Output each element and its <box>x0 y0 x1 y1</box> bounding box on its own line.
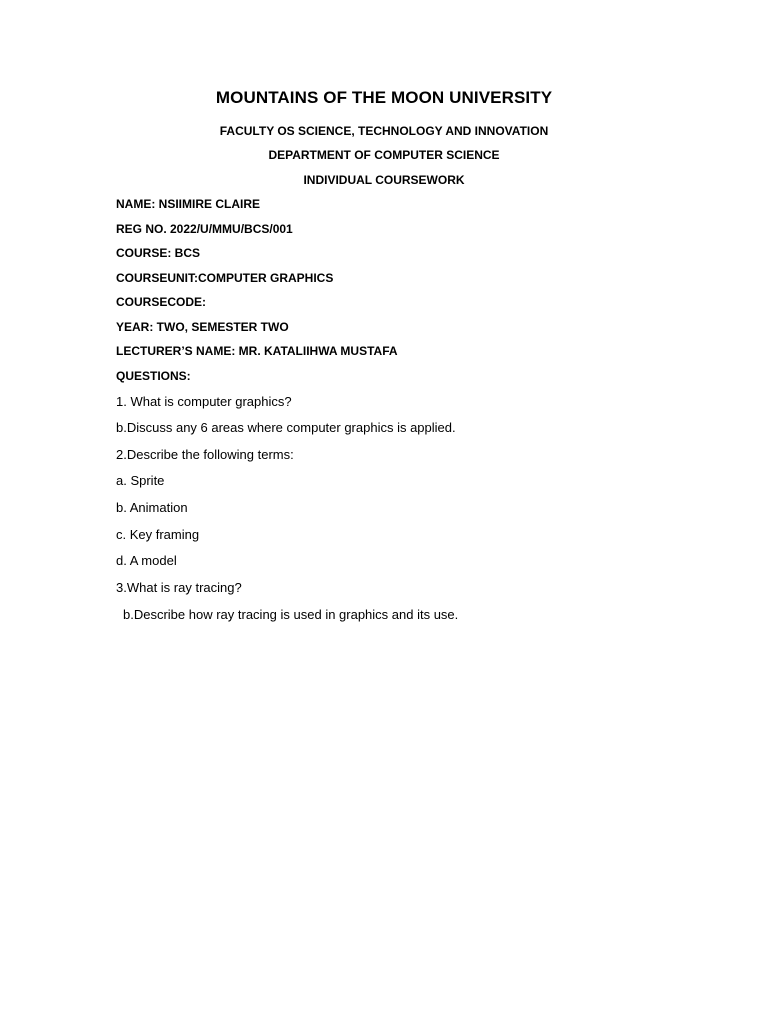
question-1: 1. What is computer graphics? <box>116 394 292 409</box>
coursework-heading: INDIVIDUAL COURSEWORK <box>303 173 465 187</box>
question-1b: b.Discuss any 6 areas where computer graphics is applied. <box>116 420 456 435</box>
reg-no-field: REG NO. 2022/U/MMU/BCS/001 <box>116 222 293 236</box>
question-2c: c. Key framing <box>116 527 200 542</box>
student-name-field: NAME: NSIIMIRE CLAIRE <box>116 197 260 211</box>
question-2: 2.Describe the following terms: <box>116 447 294 462</box>
course-field: COURSE: BCS <box>116 246 201 260</box>
faculty-heading: FACULTY OS SCIENCE, TECHNOLOGY AND INNOVATION <box>219 124 549 138</box>
question-2a: a. Sprite <box>116 473 165 488</box>
university-title: MOUNTAINS OF THE MOON UNIVERSITY <box>215 88 553 107</box>
department-heading: DEPARTMENT OF COMPUTER SCIENCE <box>268 148 500 162</box>
question-3: 3.What is ray tracing? <box>116 580 242 595</box>
question-3b: b.Describe how ray tracing is used in graphics and its use. <box>123 607 459 622</box>
course-unit-field: COURSEUNIT:COMPUTER GRAPHICS <box>116 271 334 285</box>
question-2d: d. A model <box>116 553 177 568</box>
lecturer-name-field: LECTURER’S NAME: MR. KATALIIHWA MUSTAFA <box>116 344 398 358</box>
questions-heading: QUESTIONS: <box>116 369 191 383</box>
question-2b: b. Animation <box>116 500 188 515</box>
course-code-field: COURSECODE: <box>116 295 207 309</box>
year-semester-field: YEAR: TWO, SEMESTER TWO <box>116 320 289 334</box>
